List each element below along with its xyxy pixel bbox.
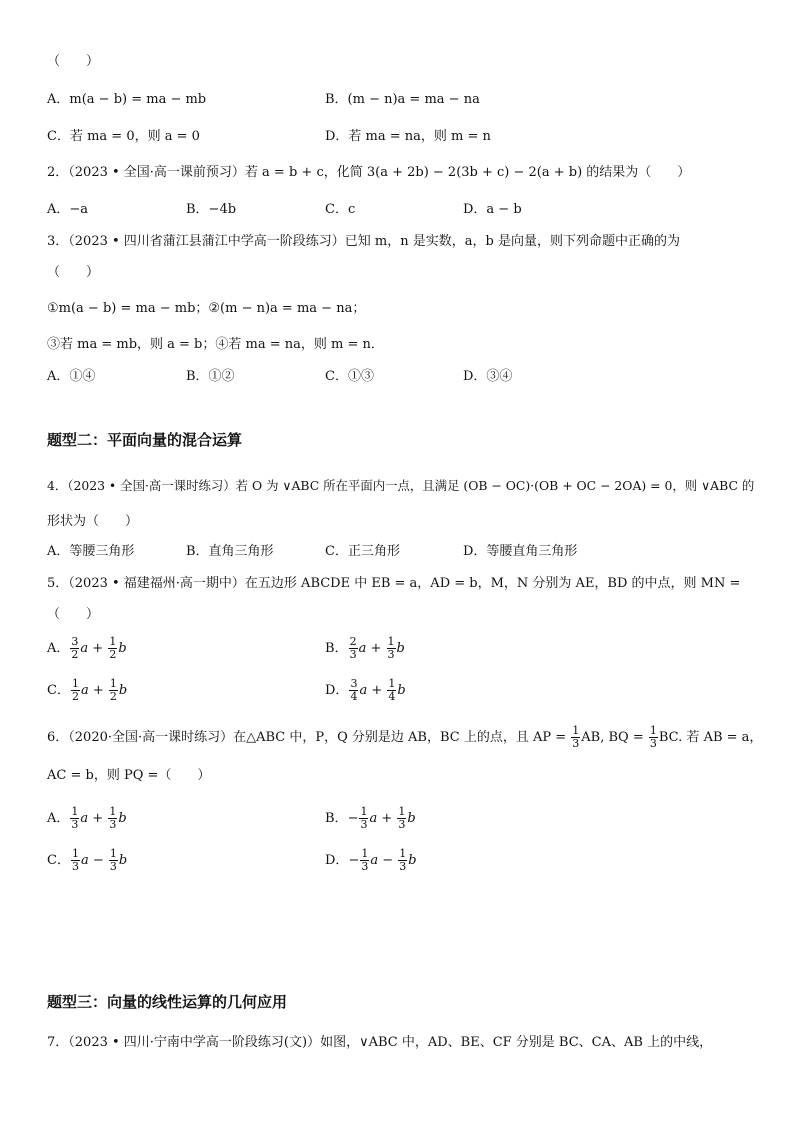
q1-option-b: B．(m − n)a = ma − na xyxy=(325,92,480,107)
section-title-mixed-operations: 题型二：平面向量的混合运算 xyxy=(47,431,243,449)
q6-option-c: C． $\frac{1}{3}$ a − $\frac{1}{3}$ b xyxy=(47,847,128,873)
q6-option-d-label: D． xyxy=(325,853,349,868)
q5-stem: 5．（2023 • 福建福州·高一期中）在五边形 ABCDE 中 EB = a，AD = b，M，N 分别为 AE，BD 的中点，则 MN = xyxy=(47,576,741,591)
q4-option-a: A．等腰三角形 xyxy=(47,544,135,559)
q6-stem-mid: AB, BQ = xyxy=(581,730,644,745)
q2-option-b: B．−4b xyxy=(186,202,237,217)
q3-paren: （ ） xyxy=(47,265,100,280)
q3-option-a: A．①④ xyxy=(47,369,96,384)
q5-paren: （ ） xyxy=(47,607,100,622)
q6-stem-2: AC = b，则 PQ =（ ） xyxy=(47,768,211,783)
q3-option-b: B．①② xyxy=(186,369,235,384)
q5-option-b-label: B． xyxy=(325,641,348,656)
q5-option-c: C． $\frac{1}{2}$ a + $\frac{1}{2}$ b xyxy=(47,677,128,703)
q5-option-b: B． $\frac{2}{3}$ a + $\frac{1}{3}$ b xyxy=(325,635,405,661)
q4-option-d: D．等腰直角三角形 xyxy=(463,544,578,559)
section-title-geometric-application: 题型三：向量的线性运算的几何应用 xyxy=(47,993,288,1011)
q7-stem: 7．（2023 • 四川·宁南中学高一阶段练习(文)）如图，∨ABC 中，AD、BE、CF 分别是 BC、CA、AB 上的中线， xyxy=(47,1035,713,1050)
q4-option-b: B．直角三角形 xyxy=(186,544,274,559)
q3-statements-1: ①m(a − b) = ma − mb；②(m − n)a = ma − na； xyxy=(47,301,366,316)
q3-statements-2: ③若 ma = mb，则 a = b；④若 ma = na，则 m = n． xyxy=(47,337,384,352)
q5-option-a: A． $\frac{3}{2}$ a + $\frac{1}{2}$ b xyxy=(47,635,127,661)
q6-stem-start: 6．（2020·全国·高一课时练习）在△ABC 中，P，Q 分别是边 AB，BC 上的点，且 AP = xyxy=(47,730,567,745)
q5-option-d: D． $\frac{3}{4}$ a + $\frac{1}{4}$ b xyxy=(325,677,406,703)
q4-stem-2: 形状为（ ） xyxy=(47,514,139,529)
q3-stem: 3．（2023 • 四川省蒲江县蒲江中学高一阶段练习）已知 m，n 是实数，a，b 是向量，则下列命题中正确的为 xyxy=(47,234,680,249)
q5-option-c-label: C． xyxy=(47,683,70,698)
q4-stem: 4．（2023 • 全国·高一课时练习）若 O 为 ∨ABC 所在平面内一点，且满足 (OB − OC)·(OB + OC − 2OA) = 0，则 ∨ABC 的 xyxy=(47,478,755,493)
q2-stem: 2．（2023 • 全国·高一课前预习）若 a = b + c，化简 3(a + 2b) − 2(3b + c) − 2(a + b) 的结果为（ ） xyxy=(47,165,691,180)
q3-option-d: D．③④ xyxy=(463,369,513,384)
q6-stem: 6．（2020·全国·高一课时练习）在△ABC 中，P，Q 分别是边 AB，BC 上的点，且 AP = $\frac{1}{3}$ AB, BQ = $\frac{1}{3}$ BC. 若 AB = a， xyxy=(47,724,763,750)
q1-option-c: C．若 ma = 0，则 a = 0 xyxy=(47,129,200,144)
q5-option-d-label: D． xyxy=(325,683,349,698)
q5-option-a-label: A． xyxy=(47,641,70,656)
q6-option-a: A． $\frac{1}{3}$ a + $\frac{1}{3}$ b xyxy=(47,805,127,831)
q6-stem-end: BC. 若 AB = a， xyxy=(658,730,763,745)
q2-option-a: A．−a xyxy=(47,202,89,217)
q2-option-d: D．a − b xyxy=(463,202,522,217)
q1-option-d: D．若 ma = na，则 m = n xyxy=(325,129,491,144)
q6-option-b-label: B． xyxy=(325,811,348,826)
q2-option-c: C．c xyxy=(325,202,356,217)
q1-option-a: A．m(a − b) = ma − mb xyxy=(47,92,207,107)
q6-option-c-label: C． xyxy=(47,853,70,868)
q4-option-c: C．正三角形 xyxy=(325,544,400,559)
q6-option-b: B．− $\frac{1}{3}$ a + $\frac{1}{3}$ b xyxy=(325,805,416,831)
q6-option-a-label: A． xyxy=(47,811,70,826)
q1-paren: （ ） xyxy=(47,54,100,69)
q3-option-c: C．①③ xyxy=(325,369,374,384)
q6-option-d: D．− $\frac{1}{3}$ a − $\frac{1}{3}$ b xyxy=(325,847,417,873)
